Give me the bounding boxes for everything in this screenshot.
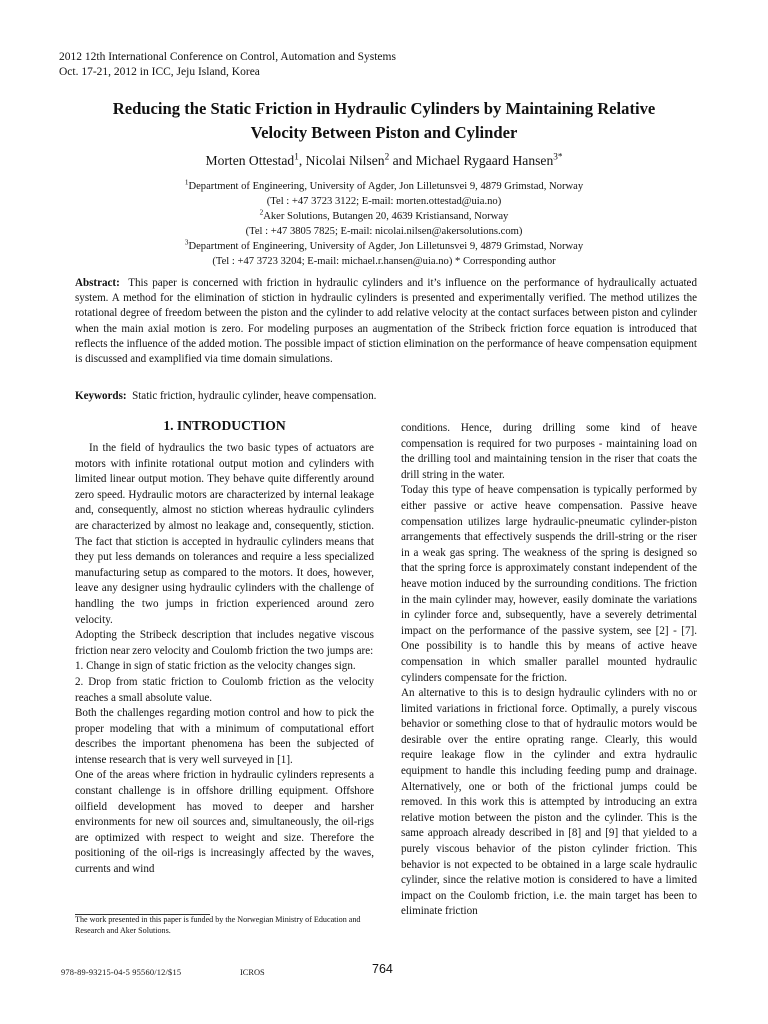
paragraph: Both the challenges regarding motion control and how to pick the proper modeling that with a minimum of computational effort describes the important phenomena has been the subjected of intense research that is very well surveyed in [1].	[75, 707, 374, 766]
left-column	[75, 441, 374, 878]
author-name: Nicolai Nilsen	[305, 153, 385, 168]
right-column	[401, 421, 697, 920]
keywords-label: Keywords:	[75, 390, 127, 402]
footnote: The work presented in this paper is funded by the Norwegian Ministry of Education and Research and Aker Solutions.	[75, 915, 361, 935]
paragraph: conditions. Hence, during drilling some kind of heave compensation is required for two purposes - maintaining load on the drilling tool and maintaining tension in the riser that coats the drill string in the water.	[401, 422, 697, 481]
section-heading-introduction: 1. INTRODUCTION	[163, 418, 286, 433]
affiliation-1-contact: (Tel : +47 3723 3122; E-mail: morten.ottestad@uia.no)	[266, 195, 502, 207]
affiliation-mark: 3	[184, 238, 189, 247]
author-affiliation-mark: 3*	[553, 151, 563, 162]
affiliation-text: Aker Solutions, Butangen 20, 4639 Kristiansand, Norway	[263, 210, 509, 222]
abstract-text: This paper is concerned with friction in hydraulic cylinders and it’s influence on the performance of hydraulically actuated system. A method for the elimination of stiction in hydraulic cylinders is presented and experimentally verified. The method utilizes the rotational degree of freedom between the piston and the cylinder to add relative velocity at the contact surfaces between piston and cylinder when the main axial motion is zero. For modeling purposes an augmentation of the Stribeck friction force equation is introduced that reflects the influence of the added motion. The possible impact of stiction elimination on the performance of heave compensation equipment is discussed and examplified via time domain simulations.	[75, 277, 697, 366]
affiliation-text: Department of Engineering, University of Agder, Jon Lilletunsvei 9, 4879 Grimstad, Norway	[188, 181, 584, 192]
author-separator: and	[389, 153, 416, 168]
author-name: Michael Rygaard Hansen	[415, 153, 554, 168]
paragraph: One of the areas where friction in hydraulic cylinders represents a constant challenge is in offshore drilling equipment. Offshore oilfield development has moved to deeper and harsher environments for new oil sources and, simultaneously, the oil-rigs are optimized with respect to weight and size. Therefore the positioning of the oil-rigs is increasingly affected by the waves, currents and wind	[75, 769, 374, 876]
list-item: 2. Drop from static friction to Coulomb friction as the velocity reaches a small absolute value.	[75, 675, 374, 704]
affiliation-3-contact: (Tel : +47 3723 3204; E-mail: michael.r.hansen@uia.no) * Corresponding author	[212, 255, 556, 267]
author-list	[60, 152, 708, 170]
paragraph: In the field of hydraulics the two basic types of actuators are motors with infinite rotational output motion and cylinders with limited linear output motion. They behave quite differently around zero speed. Hydraulic motors are characterized by internal leakage and, consequently, almost no stiction whereas hydraulic cylinders are characterized by almost no leakage and, consequently, stiction. The fact that stiction is accepted in hydraulic cylinders means that they put less demands on tolerances and require a less specialized manufacturing setup as compared to the motors. It does, however, leave any designer using hydraulic cylinders with the challenge of handling the two jumps in friction experienced around zero velocity.	[75, 442, 374, 626]
abstract	[75, 276, 697, 367]
isbn-line: 978-89-93215-04-5 95560/12/$15	[61, 968, 182, 977]
affiliation-text: Department of Engineering, University of Agder, Jon Lilletunsvei 9, 4879 Grimstad, Norway	[188, 240, 584, 252]
title-line-2: Velocity Between Piston and Cylinder	[250, 123, 518, 142]
affiliation-2-contact: (Tel : +47 3805 7825; E-mail: nicolai.nilsen@akersolutions.com)	[245, 225, 523, 237]
paragraph: Adopting the Stribeck description that includes negative viscous friction near zero velocity and Coulomb friction the two jumps are:	[75, 629, 374, 657]
paragraph: Today this type of heave compensation is typically performed by either passive or active heave compensation. Passive heave compensation utilizes large hydraulic-pneumatic cylinder-piston arrangements that effectively suspends the drill-string or the riser in a weak gas spring. The weakness of the spring is designed so that the spring force is approximately constant independent of the heave motion induced by the surrounding conditions. The friction in the main cylinder may, however, easily dominate the variations in cylinder force and, subsequently, have a severely detrimental impact on the performance of the passive system, see [2] - [7]. One possibility is to handle this by means of active heave compensation in which smaller parallel mounted hydraulic cylinders compensate for the friction.	[401, 484, 697, 684]
author-name: Morten Ottestad	[205, 153, 295, 168]
affiliation-2	[60, 210, 708, 225]
affiliation-1	[60, 180, 708, 195]
conference-line-2: Oct. 17-21, 2012 in ICC, Jeju Island, Korea	[59, 66, 260, 78]
affiliation-3	[60, 240, 708, 255]
keywords-text: Static friction, hydraulic cylinder, heave compensation.	[132, 390, 377, 402]
author-separator: ,	[298, 153, 306, 168]
paper-title	[60, 97, 708, 145]
title-line-1: Reducing the Static Friction in Hydraulic Cylinders by Maintaining Relative	[112, 99, 656, 118]
affiliation-mark: 2	[259, 208, 264, 217]
affiliations	[60, 180, 708, 269]
conference-header	[59, 50, 396, 80]
paragraph: An alternative to this is to design hydraulic cylinders with no or limited variations in frictional force. Optimally, a purely viscous behavior or something close to that of hydraulic motors would be desirable over the entire oprating range. Clearly, this would require leakage flow in the cylinder and extra hydraulic equipment to handle this including feeding pump and drainage. Alternatively, one or both of the frictional jumps could be removed. In this work this is attempted by introducing an extra relative motion between the piston and the cylinder. This is the same approach already described in [8] and [9] that yielded to a purely viscous behavior of the piston cylinder friction. This behavior is not expected to be obtained in a large scale hydraulic cylinder, since the relative motion is considered to have a limited impact on the Coulomb friction, i.e. the main target has been to eliminate friction	[401, 687, 697, 918]
keywords	[75, 389, 697, 404]
author-affiliation-mark: 1	[294, 151, 299, 162]
author-affiliation-mark: 2	[384, 151, 390, 162]
publisher-label: ICROS	[240, 968, 265, 977]
affiliation-mark: 1	[184, 178, 189, 187]
abstract-label: Abstract:	[75, 277, 120, 289]
conference-line-1: 2012 12th International Conference on Control, Automation and Systems	[59, 51, 396, 63]
page-number: 764	[372, 962, 393, 976]
list-item: 1. Change in sign of static friction as the velocity changes sign.	[75, 660, 356, 673]
